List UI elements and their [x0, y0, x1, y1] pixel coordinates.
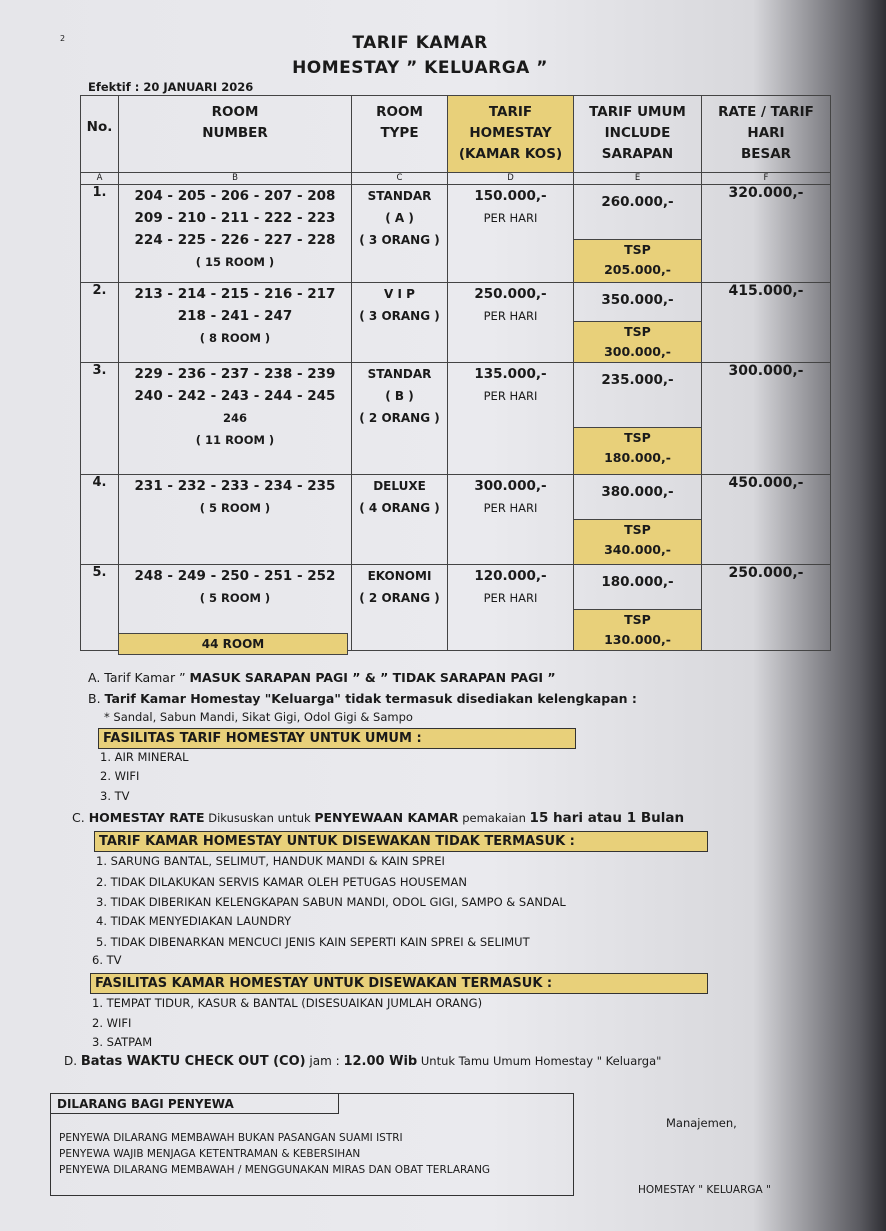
column-letter: E — [574, 173, 702, 185]
list-item: 2. WIFI — [92, 1016, 132, 1030]
room-numbers: 248 - 249 - 250 - 251 - 252 ( 5 ROOM ) — [119, 565, 352, 651]
rate-hari-besar: 450.000,- — [702, 475, 831, 565]
table-row — [81, 363, 831, 475]
rate-hari-besar: 300.000,- — [702, 363, 831, 475]
tariff-table — [80, 95, 831, 651]
signature-label: HOMESTAY " KELUARGA " — [638, 1184, 771, 1196]
effective-date: Efektif : 20 JANUARI 2026 — [88, 80, 254, 94]
rate-hari-besar: 250.000,- — [702, 565, 831, 651]
column-letter: F — [702, 173, 831, 185]
room-type: V I P ( 3 ORANG ) — [352, 283, 448, 363]
list-item: 3. SATPAM — [92, 1035, 153, 1049]
note-a: A. Tarif Kamar ” MASUK SARAPAN PAGI ” & ” TIDAK SARAPAN PAGI ” — [88, 670, 556, 685]
tsp-price: TSP 205.000,- — [574, 239, 701, 282]
list-item: PENYEWA WAJIB MENJAGA KETENTRAMAN & KEBERSIHAN — [59, 1148, 361, 1160]
page-subtitle: HOMESTAY ” KELUARGA ” — [292, 58, 548, 78]
tarif-umum: 180.000,- TSP 130.000,- — [574, 565, 702, 651]
column-letter: B — [119, 173, 352, 185]
tarif-umum: 260.000,- TSP 205.000,- — [574, 185, 702, 283]
tidak-termasuk-title: TARIF KAMAR HOMESTAY UNTUK DISEWAKAN TIDAK TERMASUK : — [94, 831, 708, 852]
tsp-price: TSP 340.000,- — [574, 519, 701, 564]
room-type: STANDAR ( B ) ( 2 ORANG ) — [352, 363, 448, 475]
row-number: 3. — [81, 363, 119, 475]
room-numbers: 213 - 214 - 215 - 216 - 217 218 - 241 - 247 ( 8 ROOM ) — [119, 283, 352, 363]
rate-hari-besar: 415.000,- — [702, 283, 831, 363]
list-item: 2. TIDAK DILAKUKAN SERVIS KAMAR OLEH PETUGAS HOUSEMAN — [96, 875, 467, 889]
header-no: No. — [81, 96, 119, 173]
tarif-homestay: 250.000,- PER HARI — [448, 283, 574, 363]
tarif-homestay: 300.000,- PER HARI — [448, 475, 574, 565]
column-letter: D — [448, 173, 574, 185]
row-number: 1. — [81, 185, 119, 283]
tarif-umum: 235.000,- TSP 180.000,- — [574, 363, 702, 475]
total-room: 44 ROOM — [118, 633, 348, 655]
list-item: 6. TV — [92, 953, 122, 967]
table-row — [81, 185, 831, 283]
list-item: PENYEWA DILARANG MEMBAWAH BUKAN PASANGAN SUAMI ISTRI — [59, 1132, 403, 1144]
tsp-price: TSP 180.000,- — [574, 427, 701, 474]
note-c: C. HOMESTAY RATE Dikususkan untuk PENYEWAAN KAMAR pemakaian 15 hari atau 1 Bulan — [72, 810, 685, 826]
tsp-price: TSP 300.000,- — [574, 321, 701, 362]
header-room-number: ROOM NUMBER — [119, 96, 352, 173]
list-item: 3. TV — [100, 789, 130, 803]
tsp-price: TSP 130.000,- — [574, 609, 701, 650]
header-tarif-umum: TARIF UMUM INCLUDE SARAPAN — [574, 96, 702, 173]
note-b-sub: * Sandal, Sabun Mandi, Sikat Gigi, Odol Gigi & Sampo — [104, 710, 413, 724]
tarif-umum: 380.000,- TSP 340.000,- — [574, 475, 702, 565]
note-b: B. Tarif Kamar Homestay "Keluarga" tidak termasuk disediakan kelengkapan : — [88, 691, 637, 706]
room-type: EKONOMI ( 2 ORANG ) — [352, 565, 448, 651]
rate-hari-besar: 320.000,- — [702, 185, 831, 283]
list-item: 1. AIR MINERAL — [100, 750, 189, 764]
header-tarif-homestay: TARIF HOMESTAY (KAMAR KOS) — [448, 96, 574, 173]
page-title: TARIF KAMAR — [352, 33, 488, 53]
tarif-homestay: 150.000,- PER HARI — [448, 185, 574, 283]
table-header-row — [81, 96, 831, 173]
column-letter-row — [81, 173, 831, 185]
header-room-type: ROOM TYPE — [352, 96, 448, 173]
tarif-homestay: 120.000,- PER HARI — [448, 565, 574, 651]
tarif-umum: 350.000,- TSP 300.000,- — [574, 283, 702, 363]
list-item: PENYEWA DILARANG MEMBAWAH / MENGGUNAKAN MIRAS DAN OBAT TERLARANG — [59, 1164, 491, 1176]
row-number: 5. — [81, 565, 119, 651]
tarif-homestay: 135.000,- PER HARI — [448, 363, 574, 475]
list-item: 2. WIFI — [100, 769, 140, 783]
header-rate: RATE / TARIF HARI BESAR — [702, 96, 831, 173]
list-item: 1. SARUNG BANTAL, SELIMUT, HANDUK MANDI & KAIN SPREI — [96, 854, 445, 868]
page-number: 2 — [60, 34, 66, 43]
fasilitas-umum-title: FASILITAS TARIF HOMESTAY UNTUK UMUM : — [98, 728, 576, 749]
column-letter: A — [81, 173, 119, 185]
list-item: 5. TIDAK DIBENARKAN MENCUCI JENIS KAIN SEPERTI KAIN SPREI & SELIMUT — [96, 935, 530, 949]
room-numbers: 231 - 232 - 233 - 234 - 235 ( 5 ROOM ) — [119, 475, 352, 565]
manajemen-label: Manajemen, — [666, 1116, 737, 1130]
row-number: 4. — [81, 475, 119, 565]
note-d: D. Batas WAKTU CHECK OUT (CO) jam : 12.00 Wib Untuk Tamu Umum Homestay " Keluarga" — [64, 1054, 662, 1069]
room-numbers: 204 - 205 - 206 - 207 - 208 209 - 210 - 211 - 222 - 223 224 - 225 - 226 - 227 - 228 ( 15 ROOM ) — [119, 185, 352, 283]
table-row — [81, 475, 831, 565]
column-letter: C — [352, 173, 448, 185]
room-type: STANDAR ( A ) ( 3 ORANG ) — [352, 185, 448, 283]
list-item: 1. TEMPAT TIDUR, KASUR & BANTAL (DISESUAIKAN JUMLAH ORANG) — [92, 996, 483, 1010]
dilarang-title: DILARANG BAGI PENYEWA — [51, 1094, 339, 1114]
list-item: 4. TIDAK MENYEDIAKAN LAUNDRY — [96, 914, 292, 928]
termasuk-title: FASILITAS KAMAR HOMESTAY UNTUK DISEWAKAN TERMASUK : — [90, 973, 708, 994]
room-numbers: 229 - 236 - 237 - 238 - 239 240 - 242 - 243 - 244 - 245 246 ( 11 ROOM ) — [119, 363, 352, 475]
dilarang-box — [50, 1093, 574, 1196]
room-type: DELUXE ( 4 ORANG ) — [352, 475, 448, 565]
table-row — [81, 283, 831, 363]
row-number: 2. — [81, 283, 119, 363]
list-item: 3. TIDAK DIBERIKAN KELENGKAPAN SABUN MANDI, ODOL GIGI, SAMPO & SANDAL — [96, 895, 566, 909]
